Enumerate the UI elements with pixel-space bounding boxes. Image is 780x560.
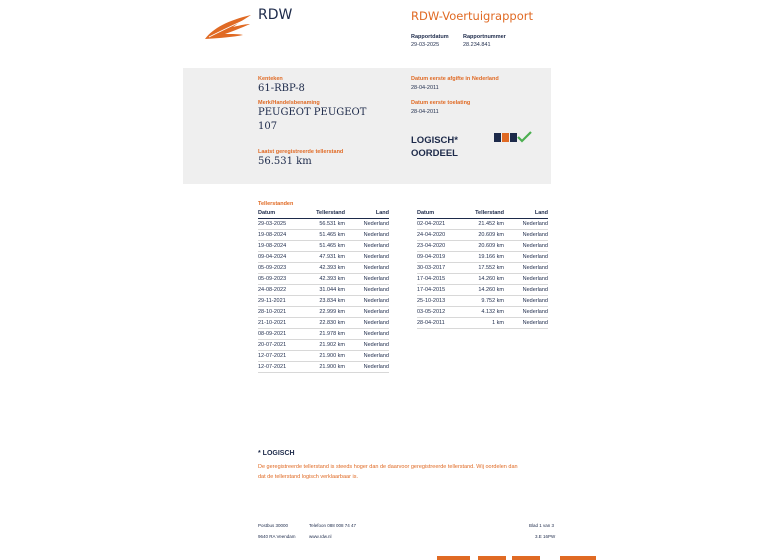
table-row — [258, 229, 389, 240]
cell-date: 29-11-2021 — [258, 295, 313, 306]
table-row — [258, 317, 389, 328]
plate-value: 61-RBP-8 — [258, 83, 305, 94]
first-admission-field — [411, 100, 470, 115]
cell-km: 20.609 km — [472, 240, 504, 251]
cell-km: 31.044 km — [313, 284, 345, 295]
cell-land: Nederland — [345, 218, 389, 229]
table-row — [417, 251, 548, 262]
header-date: Datum — [417, 209, 472, 218]
table-row — [258, 218, 389, 229]
report-number-block — [463, 34, 506, 48]
cell-date: 28-10-2021 — [258, 306, 313, 317]
cell-km: 21.902 km — [313, 339, 345, 350]
table-row — [258, 284, 389, 295]
cell-km: 51.465 km — [313, 240, 345, 251]
cell-land: Nederland — [345, 350, 389, 361]
report-number-label: Rapportnummer — [463, 34, 506, 40]
verdict-line2: OORDEEL — [411, 148, 458, 159]
table-row — [258, 295, 389, 306]
cell-km: 4.132 km — [472, 306, 504, 317]
cell-land: Nederland — [345, 240, 389, 251]
cell-date: 17-04-2015 — [417, 273, 472, 284]
cell-km: 21.452 km — [472, 218, 504, 229]
cell-km: 47.931 km — [313, 251, 345, 262]
cell-km: 42.393 km — [313, 273, 345, 284]
report-date: 29-03-2025 — [411, 42, 440, 48]
footer-postbus: Postbus 30000 — [258, 523, 289, 528]
cell-km: 21.900 km — [313, 350, 345, 361]
first-admission-nl-value: 28-04-2011 — [411, 85, 439, 91]
footer-page: Blad 1 van 3 — [529, 523, 555, 528]
plate-field — [258, 76, 305, 96]
cell-km: 51.465 km — [313, 229, 345, 240]
table-row — [417, 273, 548, 284]
verdict — [411, 134, 458, 160]
cell-land: Nederland — [345, 361, 389, 372]
cell-km: 20.609 km — [472, 229, 504, 240]
table-row — [258, 350, 389, 361]
footer-address: 9640 RA Veendam — [258, 534, 296, 539]
table-row — [258, 262, 389, 273]
report-date-label: Rapportdatum — [411, 34, 449, 40]
table-row — [258, 251, 389, 262]
table-row — [417, 262, 548, 273]
header-land: Land — [345, 209, 389, 218]
cell-date: 12-07-2021 — [258, 350, 313, 361]
cell-km: 14.260 km — [472, 273, 504, 284]
cell-km: 14.260 km — [472, 284, 504, 295]
cell-km: 9.752 km — [472, 295, 504, 306]
cell-land: Nederland — [345, 273, 389, 284]
cell-date: 24-04-2020 — [417, 229, 472, 240]
cell-date: 28-04-2011 — [417, 317, 472, 328]
cell-km: 56.531 km — [313, 218, 345, 229]
odometer-table-right — [417, 209, 548, 329]
cell-land: Nederland — [345, 229, 389, 240]
odometer-section-title: Tellerstanden — [258, 201, 294, 207]
logisch-line1: De geregistreerde tellerstand is steeds hoger dan de daarvoor geregistreerde tellerstand. Wij oordelen dan — [258, 464, 518, 470]
cell-date: 20-07-2021 — [258, 339, 313, 350]
cell-date: 12-07-2021 — [258, 361, 313, 372]
cell-date: 19-08-2024 — [258, 229, 313, 240]
cell-land: Nederland — [345, 339, 389, 350]
header-km: Tellerstand — [313, 209, 345, 218]
make-value-line1: PEUGEOT PEUGEOT — [258, 107, 367, 118]
cell-km: 23.834 km — [313, 295, 345, 306]
last-odometer-label: Laatst geregistreerde tellerstand — [258, 149, 344, 155]
table-row — [417, 229, 548, 240]
cell-km: 17.552 km — [472, 262, 504, 273]
report-title: RDW-Voertuigrapport — [411, 9, 533, 23]
table-row — [258, 328, 389, 339]
cell-land: Nederland — [504, 240, 548, 251]
make-field — [258, 100, 366, 134]
table-row — [417, 240, 548, 251]
cell-km: 1 km — [472, 317, 504, 328]
cell-date: 29-03-2025 — [258, 218, 313, 229]
cell-date: 03-05-2012 — [417, 306, 472, 317]
make-value-line2: 107 — [258, 121, 278, 132]
cell-date: 05-09-2023 — [258, 273, 313, 284]
header-date: Datum — [258, 209, 313, 218]
logisch-line2: dat de tellerstand logisch verklaarbaar is. — [258, 474, 358, 480]
cell-km: 19.166 km — [472, 251, 504, 262]
decorative-bar — [437, 556, 470, 560]
logisch-title: * LOGISCH — [258, 450, 295, 457]
header-land: Land — [504, 209, 548, 218]
cell-date: 25-10-2013 — [417, 295, 472, 306]
cell-date: 09-04-2019 — [417, 251, 472, 262]
cell-land: Nederland — [504, 262, 548, 273]
cell-date: 05-09-2023 — [258, 262, 313, 273]
rdw-logo-icon — [203, 14, 253, 40]
table-row — [417, 306, 548, 317]
table-header-row — [258, 209, 389, 218]
report-number: 28.234.841 — [463, 42, 491, 48]
cell-land: Nederland — [345, 317, 389, 328]
cell-land: Nederland — [345, 251, 389, 262]
cell-date: 09-04-2024 — [258, 251, 313, 262]
table-row — [417, 284, 548, 295]
cell-km: 21.978 km — [313, 328, 345, 339]
cell-land: Nederland — [504, 295, 548, 306]
decorative-bar — [478, 556, 506, 560]
cell-km: 42.393 km — [313, 262, 345, 273]
first-admission-nl-label: Datum eerste afgifte in Nederland — [411, 76, 499, 82]
panel-bottom-strip — [234, 176, 551, 184]
cell-km: 21.900 km — [313, 361, 345, 372]
last-odometer-field — [258, 149, 343, 169]
table-row — [258, 273, 389, 284]
cell-km: 22.830 km — [313, 317, 345, 328]
cell-date: 17-04-2015 — [417, 284, 472, 295]
cell-date: 23-04-2020 — [417, 240, 472, 251]
table-header-row — [417, 209, 548, 218]
odometer-table-left — [258, 209, 389, 373]
cell-land: Nederland — [345, 328, 389, 339]
cell-land: Nederland — [504, 284, 548, 295]
logisch-explanation — [258, 462, 558, 482]
cell-land: Nederland — [504, 273, 548, 284]
cell-date: 02-04-2021 — [417, 218, 472, 229]
decorative-bar — [560, 556, 596, 560]
cell-land: Nederland — [504, 218, 548, 229]
plate-label: Kenteken — [258, 76, 283, 82]
table-row — [417, 317, 548, 328]
cell-land: Nederland — [345, 284, 389, 295]
cell-land: Nederland — [504, 251, 548, 262]
report-date-block — [411, 34, 449, 48]
table-row — [258, 339, 389, 350]
footer-code: 3.E 16PW — [535, 534, 556, 539]
cell-date: 19-08-2024 — [258, 240, 313, 251]
footer-phone: Telefoon 088 008 74 47 — [309, 523, 357, 528]
table-row — [417, 295, 548, 306]
cell-date: 24-08-2022 — [258, 284, 313, 295]
last-odometer-value: 56.531 km — [258, 156, 312, 167]
first-admission-value: 28-04-2011 — [411, 109, 439, 115]
cell-date: 08-09-2021 — [258, 328, 313, 339]
cell-date: 21-10-2021 — [258, 317, 313, 328]
brand-name: RDW — [258, 7, 293, 23]
cell-land: Nederland — [504, 229, 548, 240]
make-label: Merk/Handelsbenaming — [258, 100, 320, 106]
cell-land: Nederland — [504, 306, 548, 317]
cell-land: Nederland — [504, 317, 548, 328]
cell-land: Nederland — [345, 295, 389, 306]
table-row — [258, 361, 389, 372]
verdict-line1: LOGISCH* — [411, 135, 458, 146]
table-row — [417, 218, 548, 229]
first-admission-nl-field — [411, 76, 499, 91]
table-row — [258, 240, 389, 251]
table-row — [258, 306, 389, 317]
header-km: Tellerstand — [472, 209, 504, 218]
cell-land: Nederland — [345, 262, 389, 273]
footer-web: www.rdw.nl — [309, 534, 332, 539]
cell-land: Nederland — [345, 306, 389, 317]
decorative-bar — [512, 556, 540, 560]
cell-km: 22.999 km — [313, 306, 345, 317]
first-admission-label: Datum eerste toelating — [411, 100, 471, 106]
cell-date: 30-03-2017 — [417, 262, 472, 273]
nap-checkmark-icon — [494, 131, 532, 144]
